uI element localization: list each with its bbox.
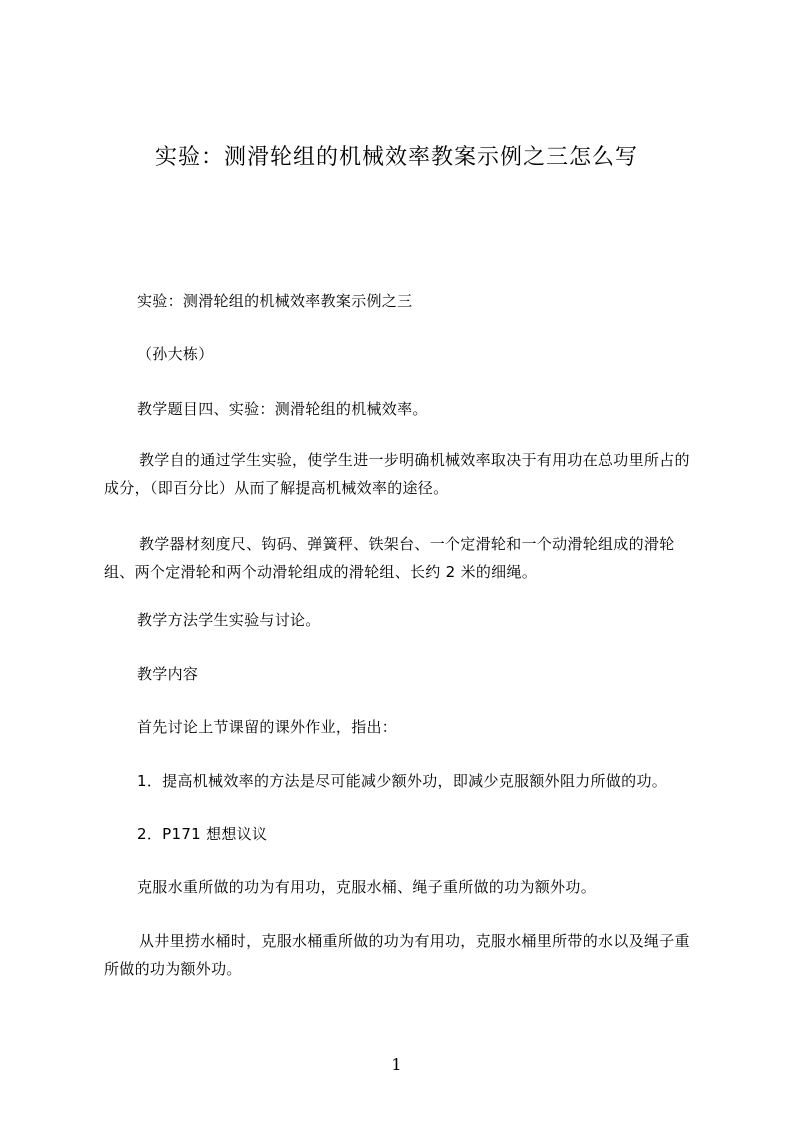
paragraph: 教学内容 — [137, 665, 199, 683]
paragraph: 2．P171 想想议议 — [137, 825, 268, 843]
paragraph: 克服水重所做的功为有用功，克服水桶、绳子重所做的功为额外功。 — [137, 878, 597, 896]
document-title: 实验：测滑轮组的机械效率教案示例之三怎么写 — [154, 145, 638, 170]
paragraph: （孙大栋） — [137, 345, 214, 363]
paragraph: 实验：测滑轮组的机械效率教案示例之三 — [137, 292, 413, 310]
paragraph: 教学自的通过学生实验，使学生进一步明确机械效率取决于有用功在总功里所占的成分，（即百分比）从而了解提高机械效率的途径。 — [104, 451, 690, 497]
paragraph: 从井里捞水桶时，克服水桶重所做的功为有用功，克服水桶里所带的水以及绳子重所做的功为额外功。 — [104, 932, 690, 978]
paragraph: 教学方法学生实验与讨论。 — [137, 611, 321, 629]
page-number: 1 — [391, 1055, 402, 1074]
paragraph: 教学题目四、实验：测滑轮组的机械效率。 — [137, 400, 428, 418]
paragraph: 教学器材刻度尺、钩码、弹簧秤、铁架台、一个定滑轮和一个动滑轮组成的滑轮组、两个定滑轮和两个动滑轮组成的滑轮组、长约 2 米的细绳。 — [104, 535, 675, 581]
paragraph: 首先讨论上节课留的课外作业，指出： — [137, 718, 398, 736]
paragraph: 1．提高机械效率的方法是尽可能减少额外功，即减少克服额外阻力所做的功。 — [137, 772, 668, 790]
